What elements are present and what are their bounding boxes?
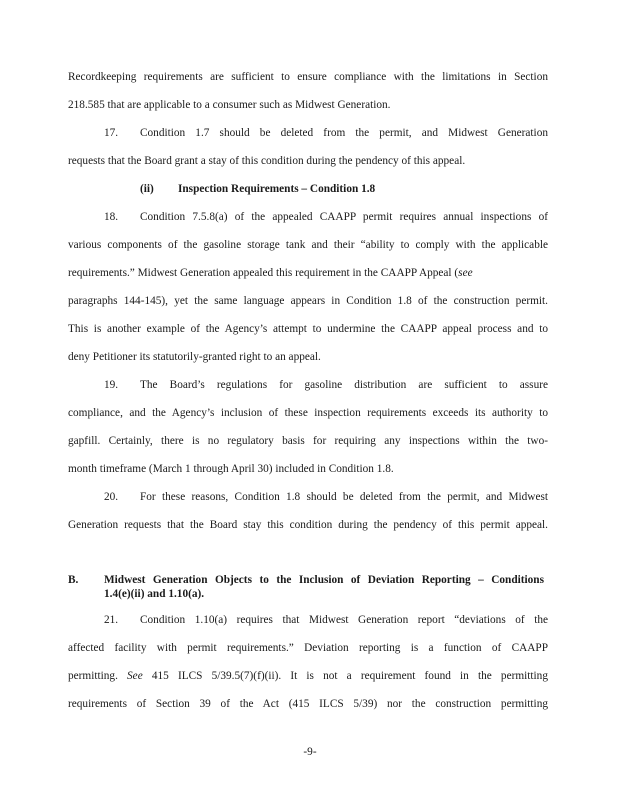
paragraph-number: 17. — [104, 127, 119, 139]
body-line: compliance, and the Agency’s inclusion of these inspection requirements exceeds its authority to — [68, 407, 548, 419]
body-line: Recordkeeping requirements are sufficient to ensure compliance with the limitations in Section — [68, 71, 548, 83]
paragraph-18-first-line: 18. Condition 7.5.8(a) of the appealed CAAPP permit requires annual inspections of — [104, 211, 548, 223]
body-line: affected facility with permit requirements.” Deviation reporting is a function of CAAPP — [68, 642, 548, 654]
paragraph-19-first-line: 19. The Board’s regulations for gasoline distribution are sufficient to assure — [104, 379, 548, 391]
subsection-heading: Inspection Requirements – Condition 1.8 — [178, 183, 376, 195]
body-line: various components of the gasoline storage tank and their “ability to comply with the applicable — [68, 239, 548, 251]
body-line: paragraphs 144-145), yet the same language appears in Condition 1.8 of the construction permit. — [68, 295, 548, 307]
paragraph-21-first-line: 21. Condition 1.10(a) requires that Midwest Generation report “deviations of the — [104, 614, 548, 626]
paragraph-number: 18. — [104, 211, 119, 223]
body-line: deny Petitioner its statutorily-granted right to an appeal. — [68, 351, 321, 363]
page-number: -9- — [303, 746, 317, 758]
body-line: month timeframe (March 1 through April 30) included in Condition 1.8. — [68, 463, 394, 475]
body-line: requirements.” Midwest Generation appealed this requirement in the CAAPP Appeal (see — [68, 267, 473, 279]
body-line: permitting. See 415 ILCS 5/39.5(7)(f)(ii). It is not a requirement found in the permitting — [68, 670, 548, 682]
section-letter: B. — [68, 574, 79, 586]
subsection-number: (ii) — [140, 183, 154, 195]
body-line: This is another example of the Agency’s attempt to undermine the CAAPP appeal process and to — [68, 323, 548, 335]
body-line: gapfill. Certainly, there is no regulatory basis for requiring any inspections within the two- — [68, 435, 548, 447]
paragraph-20-first-line: 20. For these reasons, Condition 1.8 should be deleted from the permit, and Midwest — [104, 491, 548, 503]
paragraph-number: 21. — [104, 614, 119, 626]
paragraph-number: 20. — [104, 491, 119, 503]
citation-signal: See — [127, 670, 143, 682]
body-line: Generation requests that the Board stay this condition during the pendency of this permit appeal. — [68, 519, 548, 531]
section-heading: Midwest Generation Objects to the Inclusion of Deviation Reporting – Conditions — [104, 574, 544, 586]
body-line: requests that the Board grant a stay of this condition during the pendency of this appeal. — [68, 155, 466, 167]
citation-signal: see — [458, 267, 473, 279]
body-line: 218.585 that are applicable to a consumer such as Midwest Generation. — [68, 99, 391, 111]
section-heading-continued: 1.4(e)(ii) and 1.10(a). — [104, 588, 205, 600]
paragraph-number: 19. — [104, 379, 119, 391]
body-line: requirements of Section 39 of the Act (415 ILCS 5/39) nor the construction permitting — [68, 698, 548, 710]
paragraph-17-first-line: 17. Condition 1.7 should be deleted from the permit, and Midwest Generation — [104, 127, 548, 139]
